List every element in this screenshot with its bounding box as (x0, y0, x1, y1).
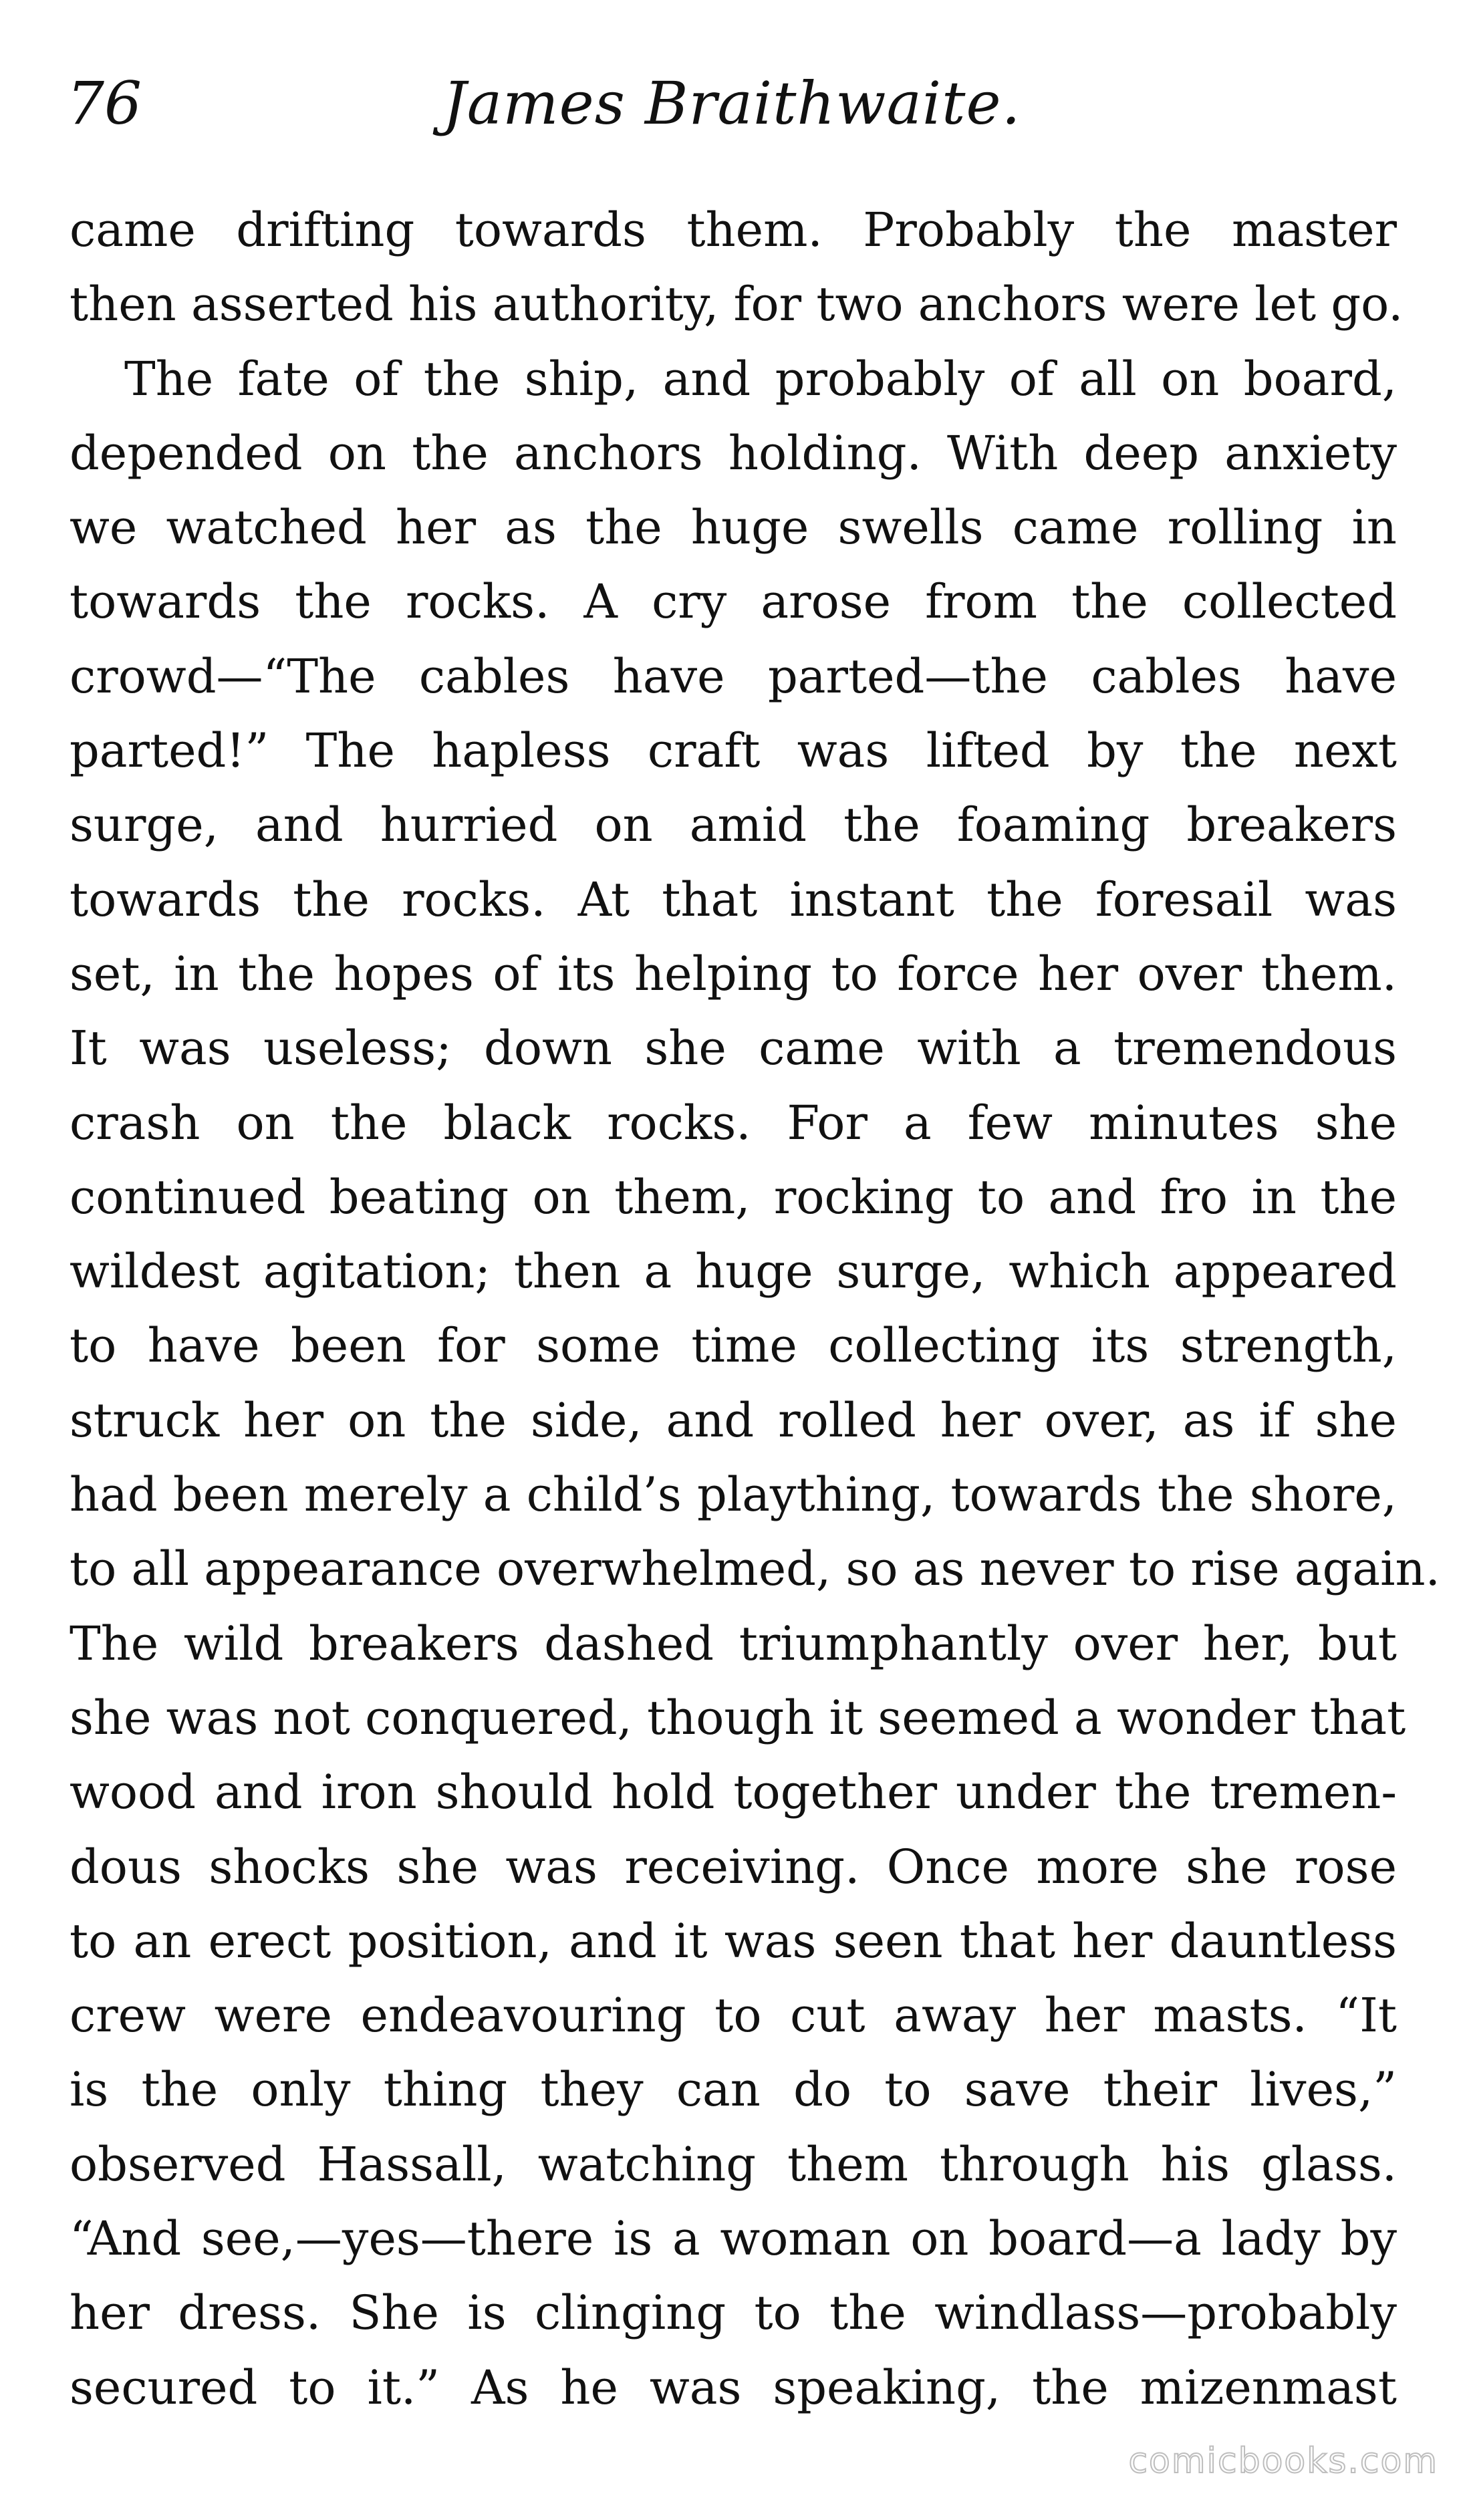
text-line: depended on the anchors holding. With deep anxiety (70, 425, 1397, 481)
text-line: The wild breakers dashed triumphantly over her, but (70, 1616, 1397, 1671)
text-line: parted!” The hapless craft was lifted by the next (70, 723, 1397, 779)
text-line: crowd—“The cables have parted—the cables have (70, 648, 1397, 704)
text-line: struck her on the side, and rolled her over, as if she (70, 1392, 1397, 1448)
page-header (67, 60, 1397, 147)
running-head: James Braithwaite. (442, 69, 1021, 138)
watermark: comicbooks.com (1128, 2441, 1438, 2481)
text-line: to an erect position, and it was seen that her dauntless (70, 1913, 1397, 1969)
text-line: The fate of the ship, and probably of all on board, (124, 351, 1397, 406)
text-line: crew were endeavouring to cut away her masts. “It (70, 1988, 1397, 2043)
text-line: had been merely a child’s plaything, towards the shore, (70, 1467, 1397, 1523)
text-line: “And see,—yes—there is a woman on board—a lady by (70, 2211, 1397, 2267)
text-line: to have been for some time collecting its strength, (70, 1318, 1397, 1374)
text-line: It was useless; down she came with a tremendous (70, 1021, 1397, 1076)
text-line: crash on the black rocks. For a few minutes she (70, 1095, 1397, 1150)
text-line: to all appearance overwhelmed, so as never to rise again. (70, 1541, 1440, 1597)
text-line: wood and iron should hold together under the tremen- (70, 1765, 1397, 1820)
text-line: surge, and hurried on amid the foaming breakers (70, 797, 1397, 853)
text-line: secured to it.” As he was speaking, the mizenmast (70, 2360, 1397, 2415)
text-line: came drifting towards them. Probably the master (70, 203, 1397, 257)
text-line: set, in the hopes of its helping to force her over them. (70, 946, 1397, 1001)
page-number: 76 (67, 69, 142, 138)
text-line: she was not conquered, though it seemed a wonder that (70, 1690, 1406, 1745)
text-line: dous shocks she was receiving. Once more she rose (70, 1839, 1397, 1894)
text-line: we watched her as the huge swells came rolling in (70, 500, 1397, 555)
body-text (70, 193, 1440, 2425)
text-line: continued beating on them, rocking to and fro in the (70, 1169, 1397, 1225)
text-line: towards the rocks. At that instant the foresail was (70, 872, 1397, 927)
text-line: towards the rocks. A cry arose from the collected (70, 574, 1397, 630)
text-line: is the only thing they can do to save their lives,” (70, 2062, 1397, 2118)
text-line: then asserted his authority, for two anchors were let go. (70, 277, 1404, 332)
text-line: observed Hassall, watching them through his glass. (70, 2136, 1397, 2192)
text-line: wildest agitation; then a huge surge, which appeared (70, 1244, 1397, 1299)
text-line: her dress. She is clinging to the windlass—probably (70, 2285, 1397, 2341)
